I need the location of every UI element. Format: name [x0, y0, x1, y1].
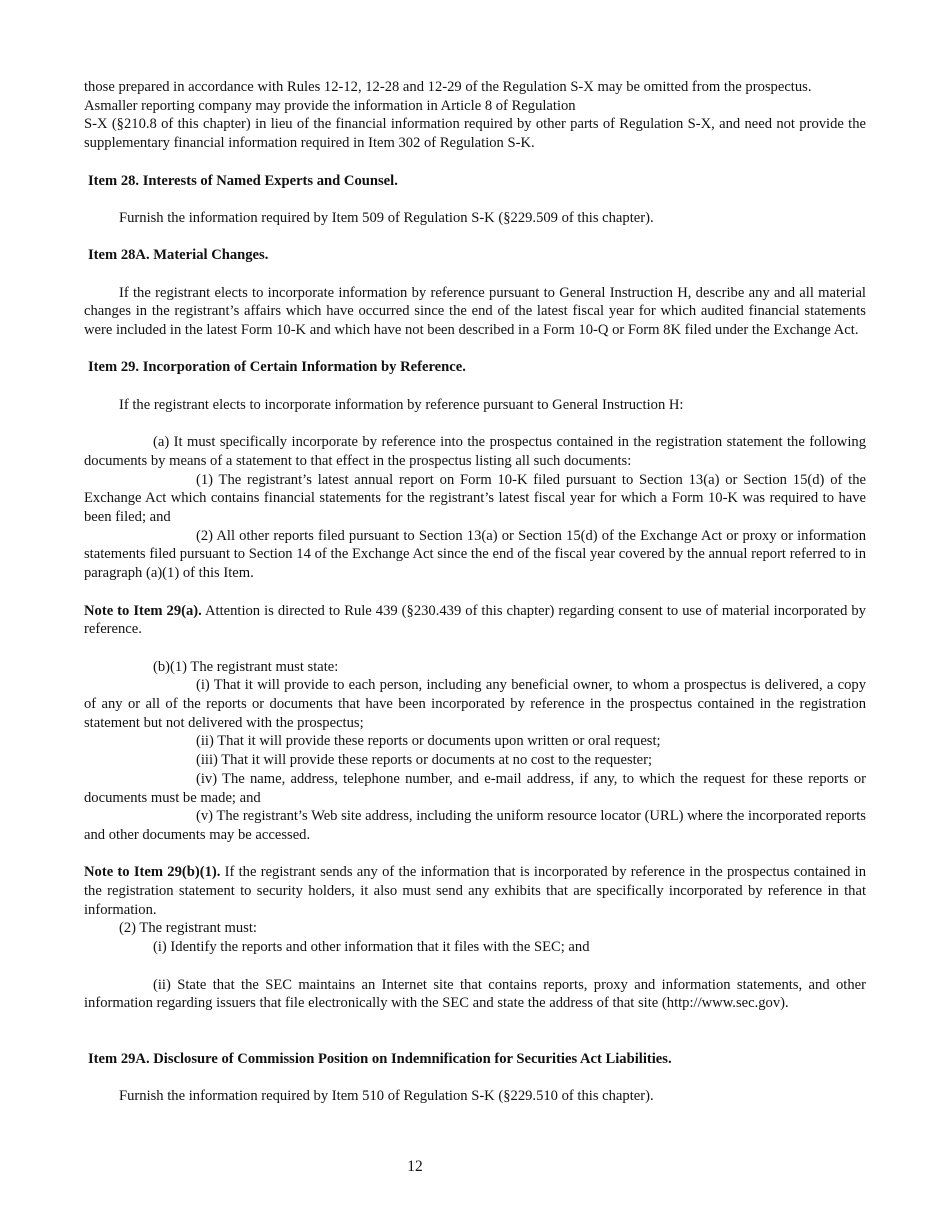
item-29-b2-i: (i) Identify the reports and other information that it files with the SEC; and	[153, 939, 590, 956]
item-29-b1-v: (v) The registrant’s Web site address, including the uniform resource locator (URL) where the incorporated reports and other documents may be accessed.	[84, 808, 866, 843]
note-item-29a-text: Attention is directed to Rule 439 (§230.439 of this chapter) regarding consent to use of material incorporated by reference.	[84, 602, 866, 638]
item-29-heading: Item 29. Incorporation of Certain Information by Reference.	[88, 359, 466, 376]
item-29-b2: (2) The registrant must:	[119, 920, 257, 937]
document-page	[84, 78, 866, 1106]
item-28-text: Furnish the information required by Item 509 of Regulation S-K (§229.509 of this chapter).	[119, 209, 654, 226]
item-29-b1-i: (i) That it will provide to each person, including any beneficial owner, to whom a prospectus is delivered, a copy of any or all of the reports or documents that have been incorporated by reference in the prospectus contained in the registration statement but not delivered with the prospectus;	[84, 677, 866, 731]
item-29-paragraph-a1: (1) The registrant’s latest annual report on Form 10-K filed pursuant to Section 13(a) or Section 15(d) of the Exchange Act which contains financial statements for the registrant’s latest fiscal year for which a Form 10-K was required to have been filed; and	[84, 471, 866, 526]
item-28a-text: If the registrant elects to incorporate information by reference pursuant to General Instruction H, describe any and all material changes in the registrant’s affairs which have occurred since the end of the latest fiscal year for which audited financial statements were included in the latest Form 10-K and which have not been described in a Form 10-Q or Form 8K filed under the Exchange Act.	[84, 284, 866, 339]
item-29-b2-ii: (ii) State that the SEC maintains an Internet site that contains reports, proxy and information statements, and other information regarding issuers that file electronically with the SEC and state the address of that site (http://www.sec.gov).	[84, 976, 866, 1012]
item-28-heading: Item 28. Interests of Named Experts and Counsel.	[88, 172, 398, 189]
note-item-29a-label: Note to Item 29(a).	[84, 602, 202, 619]
item-29-paragraph-a2: (2) All other reports filed pursuant to Section 13(a) or Section 15(d) of the Exchange Act or proxy or information statements filed pursuant to Section 14 of the Exchange Act since the end of the fiscal year covered by the annual report referred to in paragraph (a)(1) of this Item.	[84, 527, 866, 582]
item-29-b1-iii: (iii) That it will provide these reports or documents at no cost to the requester;	[196, 752, 653, 769]
item-28a-heading: Item 28A. Material Changes.	[88, 247, 269, 264]
intro-line-2: Asmaller reporting company may provide the information in Article 8 of Regulation	[84, 97, 576, 114]
intro-line-1: those prepared in accordance with Rules 12-12, 12-28 and 12-29 of the Regulation S-X may be omitted from the prospectus.	[84, 79, 812, 95]
item-29-b1: (b)(1) The registrant must state:	[153, 658, 339, 675]
note-item-29b1	[84, 863, 866, 919]
note-item-29a	[84, 602, 866, 639]
item-29a-heading: Item 29A. Disclosure of Commission Position on Indemnification for Securities Act Liabilities.	[88, 1050, 672, 1067]
item-29a-text: Furnish the information required by Item 510 of Regulation S-K (§229.510 of this chapter).	[119, 1088, 654, 1105]
page-number: 12	[407, 1158, 423, 1175]
item-29-b1-ii: (ii) That it will provide these reports or documents upon written or oral request;	[196, 733, 661, 750]
note-item-29b1-text: If the registrant sends any of the information that is incorporated by reference in the prospectus contained in the registration statement to security holders, it also must send any exhibits that are specifically incorporated by reference in that information.	[84, 864, 867, 918]
note-item-29b1-label: Note to Item 29(b)(1).	[84, 864, 221, 881]
intro-line-3: S-X (§210.8 of this chapter) in lieu of the financial information required by other parts of Regulation S-X, and need not provide the supplementary financial information required in Item 302 of Regulation S-K.	[84, 116, 866, 152]
item-29-paragraph-a: (a) It must specifically incorporate by reference into the prospectus contained in the registration statement the following documents by means of a statement to that effect in the prospectus listing all such documents:	[84, 434, 866, 469]
item-29-b1-iv: (iv) The name, address, telephone number, and e-mail address, if any, to which the request for these reports or documents must be made; and	[84, 770, 866, 806]
item-29-intro: If the registrant elects to incorporate information by reference pursuant to General Instruction H:	[119, 396, 684, 413]
